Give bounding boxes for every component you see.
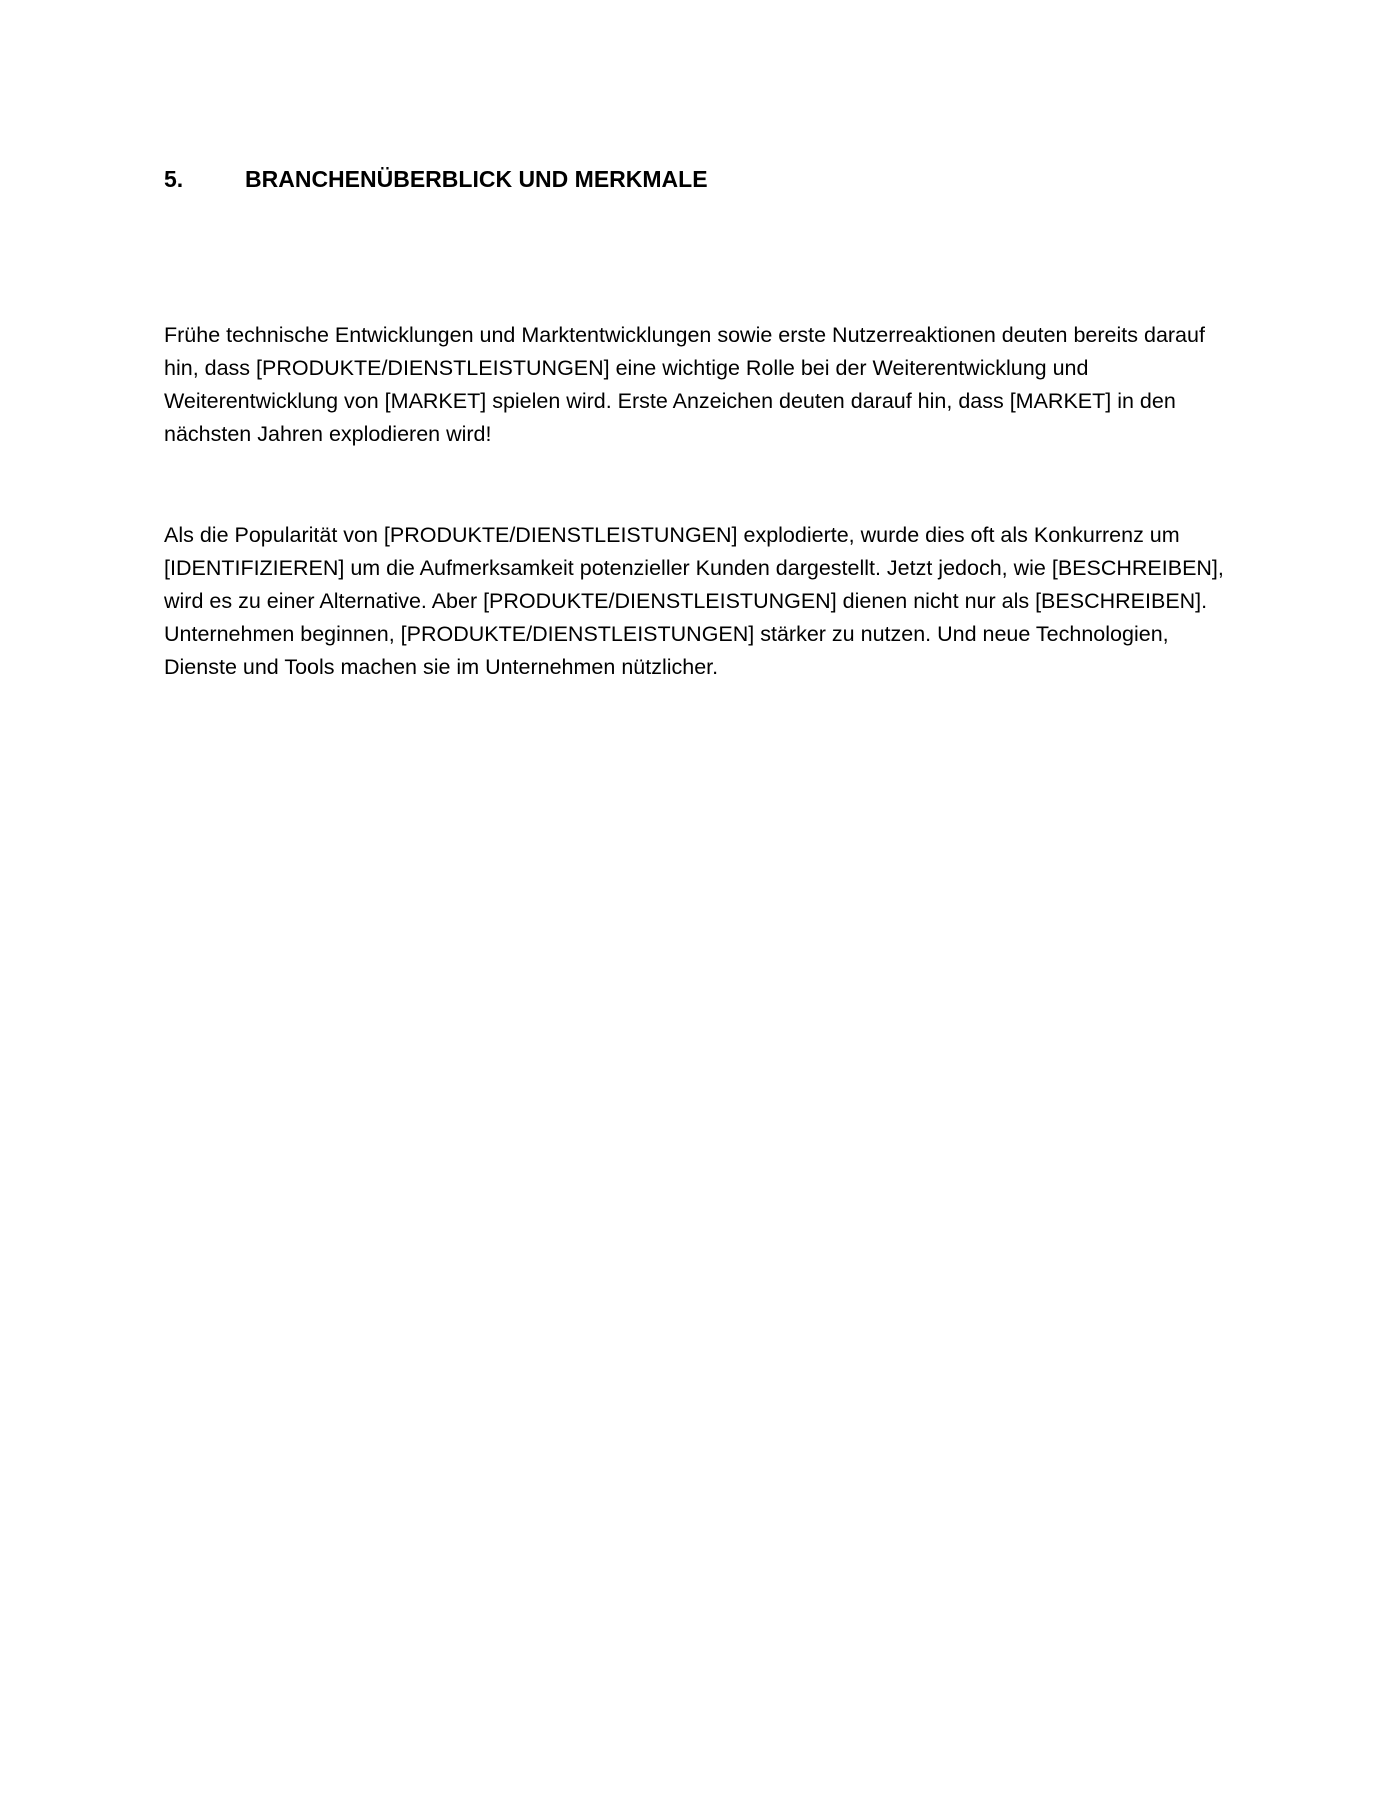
paragraph-2: Als die Popularität von [PRODUKTE/DIENSTLEISTUNGEN] explodierte, wurde dies oft als Konkurrenz um [IDENTIFIZIEREN] um die Aufmerksamkeit potenzieller Kunden dargestellt. Jetzt jedoch, wie [BESCHREIBEN], wird es zu einer Alternative. Aber [PRODUKTE/DIENSTLEISTUNGEN] dienen nicht nur als [BESCHREIBEN]. Unternehmen beginnen, [PRODUKTE/DIENSTLEISTUNGEN] stärker zu nutzen. Und neue Technologien, Dienste und Tools machen sie im Unternehmen nützlicher.: [164, 523, 1224, 679]
section-number: 5.: [164, 166, 184, 192]
paragraph-1: Frühe technische Entwicklungen und Marktentwicklungen sowie erste Nutzerreaktionen deuten bereits darauf hin, dass [PRODUKTE/DIENSTLEISTUNGEN] eine wichtige Rolle bei der Weiterentwicklung und Weiterentwicklung von [MARKET] spielen wird. Erste Anzeichen deuten darauf hin, dass [MARKET] in den nächsten Jahren explodieren wird!: [164, 323, 1205, 446]
section-heading: [164, 163, 1264, 195]
section-title: BRANCHENÜBERBLICK UND MERKMALE: [245, 166, 708, 192]
